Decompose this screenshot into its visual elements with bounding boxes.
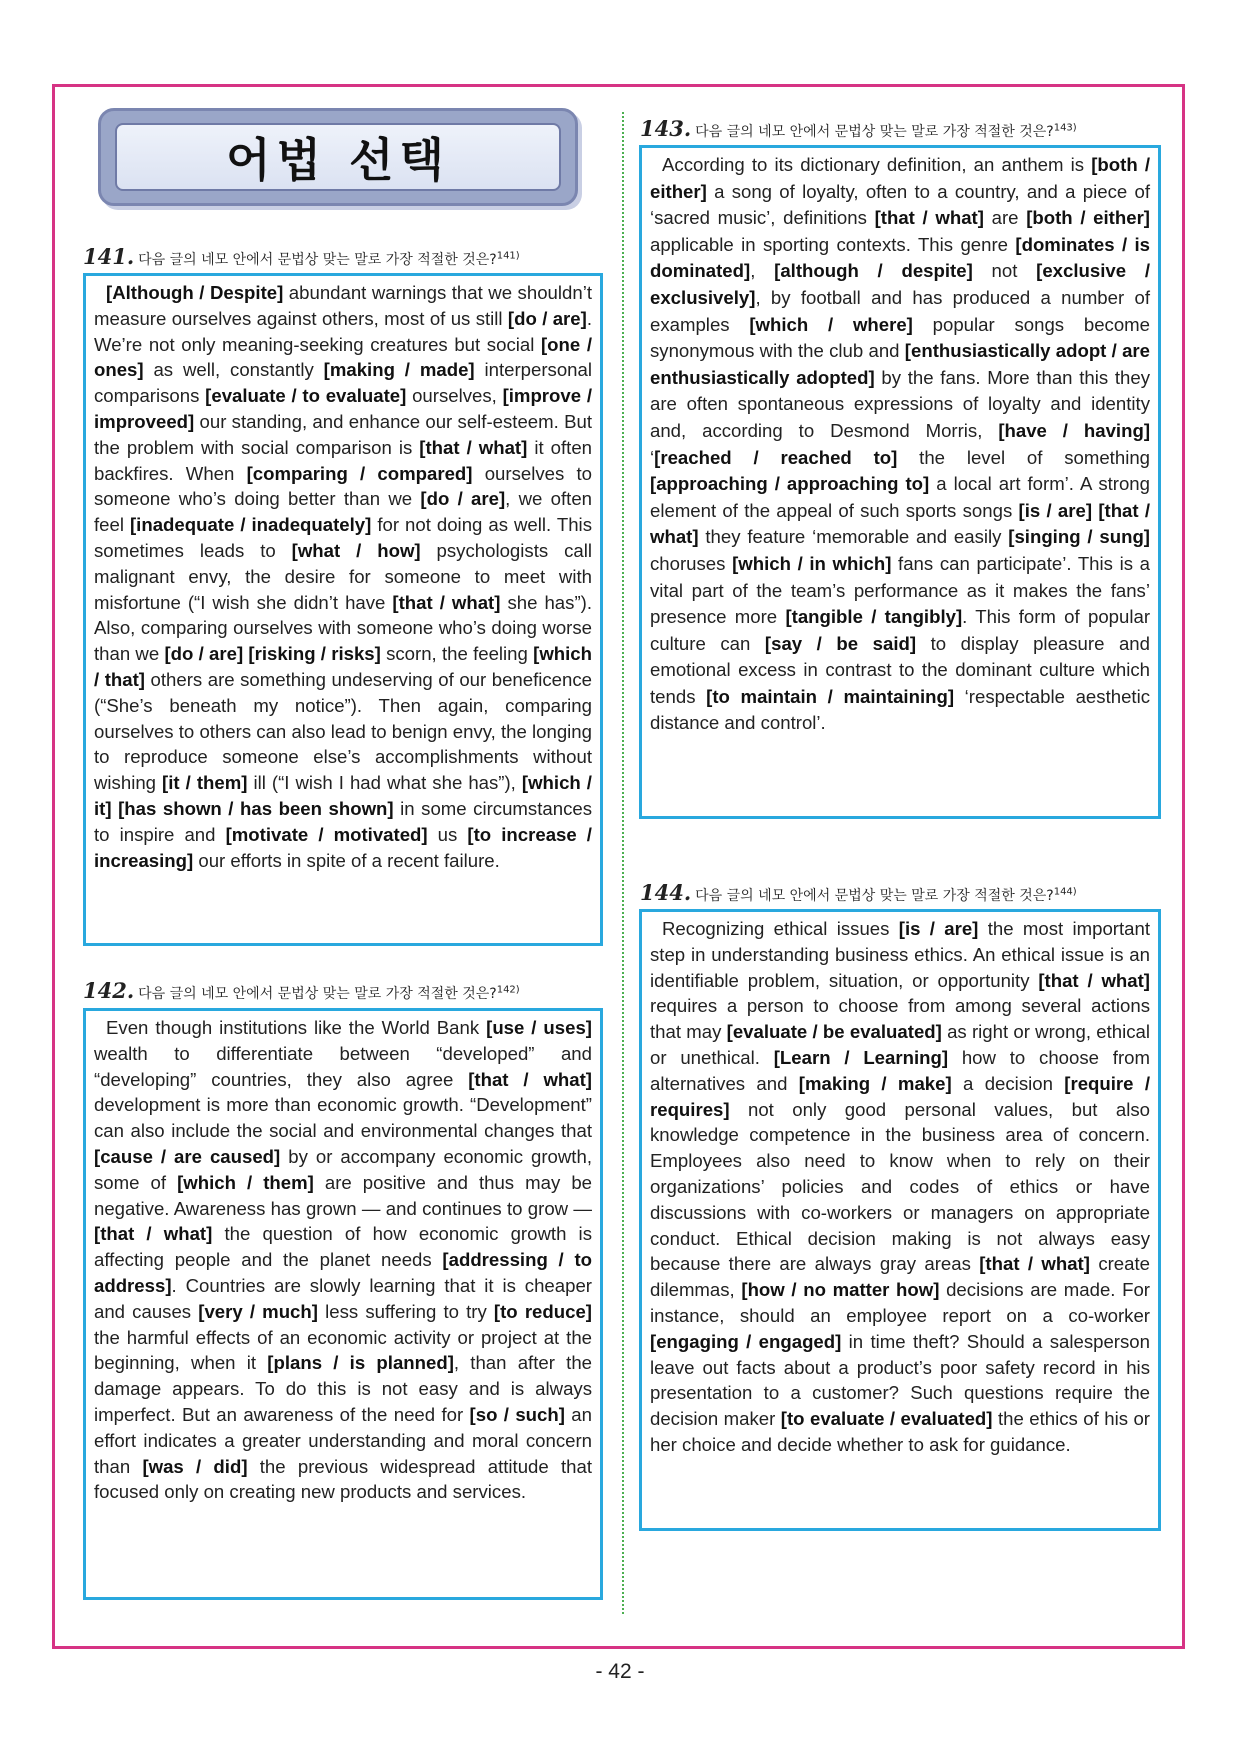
choice-bracket: [although / despite] — [774, 260, 973, 282]
section-title-banner — [98, 108, 578, 206]
footnote-ref: 143) — [1053, 122, 1077, 134]
choice-bracket: [Although / Despite] — [106, 282, 284, 303]
choice-bracket: [inadequate / inadequately] — [129, 514, 372, 536]
choice-bracket: [approaching / approaching to] — [650, 473, 930, 495]
passage-segment: are — [983, 207, 1027, 229]
footnote-ref: 142) — [496, 984, 520, 996]
choice-bracket: [have / having] — [998, 419, 1151, 441]
choice-bracket: [singing / sung] — [1008, 526, 1150, 548]
passage-segment: the most important step in understanding business ethics. An ethical issue is an identifiable problem, situation, or opportunity — [650, 918, 1150, 991]
choice-bracket: [that / what] — [468, 1068, 592, 1090]
choice-bracket: [evaluate / be evaluated] — [726, 1021, 942, 1043]
passage-segment: she has”). Also, comparing ourselves with someone who’s doing worse than we — [94, 591, 592, 665]
choice-bracket: [plans / is planned] — [267, 1352, 454, 1374]
passage-segment: our efforts in spite of a recent failure. — [193, 849, 500, 871]
passage-segment: requires a person to choose from among several actions that may — [650, 995, 1150, 1043]
choice-bracket: [making / made] — [323, 359, 475, 381]
choice-bracket: [which / them] — [177, 1171, 314, 1193]
passage-segment: as right or wrong, ethical or unethical. — [650, 1021, 1150, 1068]
passage-segment: as well, constantly — [143, 359, 324, 381]
question-number: 142. — [83, 978, 135, 1003]
question-header — [640, 116, 1077, 141]
passage-segment: choruses — [650, 552, 733, 574]
choice-bracket: [that / what] — [392, 591, 501, 613]
footnote-ref: 141) — [496, 250, 520, 262]
passage-segment: According to its dictionary definition, an anthem is — [662, 154, 1092, 175]
passage-box — [83, 273, 603, 946]
choice-bracket: [which / in which] — [732, 552, 892, 574]
passage-segment: create dilemmas, — [650, 1253, 1150, 1301]
passage-segment: decisions are made. For instance, should an employee report on a co-worker — [650, 1279, 1150, 1326]
passage-segment: , — [750, 260, 775, 282]
passage-segment: , we often feel — [94, 488, 592, 536]
passage-box — [83, 1008, 603, 1600]
passage-text — [94, 1015, 592, 1505]
question-prompt: 다음 글의 네모 안에서 문법상 맞는 말로 가장 적절한 것은? — [138, 252, 497, 268]
choice-bracket: [engaging / engaged] — [650, 1330, 842, 1352]
passage-segment: scorn, the feeling — [380, 643, 534, 665]
passage-segment: , than after the damage appears. To do this is not easy and is always imperfect. But an awareness of the need for — [94, 1352, 593, 1425]
passage-segment: in time theft? Should a salesperson leave out facts about a product’s poor safety record in his presentation to a customer? Such questions require the decision maker — [650, 1330, 1150, 1430]
passage-segment: a local art form’. A strong element of the appeal of such sports songs — [650, 473, 1150, 521]
passage-segment: us — [427, 823, 468, 845]
passage-segment: for not doing as well. This sometimes leads to — [94, 514, 592, 561]
choice-bracket: [evaluate / to evaluate] — [205, 385, 407, 407]
passage-segment: wealth to differentiate between “developed” and “developing” countries, they also agree — [94, 1042, 592, 1090]
question-prompt: 다음 글의 네모 안에서 문법상 맞는 말로 가장 적절한 것은? — [695, 124, 1054, 140]
passage-box — [639, 145, 1161, 819]
passage-text — [650, 916, 1150, 1458]
page-number: - 42 - — [595, 1660, 645, 1683]
choice-bracket: [that / what] — [419, 436, 528, 458]
passage-segment: others are something undeserving of our beneficence (“She’s beneath my notice”). Then again, comparing ourselves to others can also lead to benign envy, the longing to reproduce someone else’s accomplishments without wishing — [94, 668, 593, 794]
choice-bracket: [making / make] — [798, 1072, 952, 1094]
choice-bracket: [both / either] — [650, 154, 1150, 202]
choice-bracket: [do / are] — [164, 643, 244, 665]
choice-bracket: [addressing / to address] — [94, 1249, 593, 1296]
passage-segment: to display pleasure and emotional excess in contrast to the dominant culture which tends — [650, 632, 1150, 707]
passage-segment: development is more than economic growth. “Development” can also include the social and environmental changes that — [94, 1094, 592, 1142]
question-header — [83, 244, 520, 269]
choice-bracket: [to evaluate / evaluated] — [780, 1408, 993, 1430]
footnote-ref: 144) — [1053, 886, 1077, 898]
passage-segment: the question of how economic growth is affecting people and the planet needs — [94, 1223, 592, 1271]
passage-segment: a song of loyalty, often to a country, and a piece of ‘sacred music’, definitions — [650, 180, 1150, 229]
choice-bracket: [that / what] — [94, 1223, 213, 1245]
passage-box — [639, 909, 1161, 1531]
choice-bracket: [do / are] — [420, 488, 506, 510]
question-prompt: 다음 글의 네모 안에서 문법상 맞는 말로 가장 적절한 것은? — [138, 986, 497, 1002]
passage-segment: abundant warnings that we shouldn’t measure ourselves against others, most of us still — [94, 282, 592, 329]
choice-bracket: [tangible / tangibly] — [785, 606, 963, 628]
choice-bracket: [which / where] — [749, 313, 913, 335]
choice-bracket: [what / how] — [291, 539, 421, 561]
question-number: 144. — [640, 880, 692, 905]
question-number: 143. — [640, 116, 692, 141]
passage-text — [650, 152, 1150, 737]
passage-segment: they feature ‘memorable and easily — [698, 526, 1009, 548]
choice-bracket: [which / it] — [94, 772, 592, 819]
passage-segment: ill (“I wish I had what she has”), — [247, 772, 522, 794]
passage-text — [94, 280, 592, 873]
passage-segment: not — [972, 260, 1037, 282]
passage-segment: how to choose from alternatives and — [650, 1046, 1150, 1094]
choice-bracket: [very / much] — [198, 1300, 318, 1322]
passage-segment: are positive and thus may be negative. Awareness has grown — and continues to grow — — [94, 1171, 592, 1219]
question-header — [83, 978, 520, 1003]
choice-bracket: [reached / reached to] — [654, 446, 898, 468]
passage-segment: popular songs become synonymous with the club and — [650, 313, 1151, 362]
passage-segment: Recognizing ethical issues — [662, 918, 899, 939]
choice-bracket: [enthusiastically adopt / are enthusiastically adopted] — [650, 340, 1151, 388]
choice-bracket: [comparing / compared] — [246, 462, 473, 484]
choice-bracket: [cause / are caused] — [94, 1145, 281, 1167]
choice-bracket: [is / are] — [898, 918, 979, 939]
passage-segment: , by football and has produced a number of examples — [650, 286, 1150, 335]
passage-segment: the harmful effects of an economic activity or project at the beginning, when it — [94, 1326, 592, 1374]
choice-bracket: [has shown / has been shown] — [118, 797, 394, 819]
passage-segment: in some circumstances to inspire and — [94, 797, 592, 845]
passage-segment: ourselves to someone who’s doing better than we — [94, 462, 592, 510]
choice-bracket: [that / what] — [979, 1253, 1090, 1275]
choice-bracket: [that / what] — [1038, 969, 1150, 991]
passage-segment: by the fans. More than this they are often spontaneous expressions of loyalty and identity and, according to Desmond Morris, — [650, 366, 1150, 441]
passage-segment: . We’re not only meaning-seeking creatures but social — [94, 307, 593, 355]
passage-segment: applicable in sporting contexts. This genre — [650, 233, 1016, 255]
choice-bracket: [risking / risks] — [248, 643, 381, 665]
passage-segment: fans can participate’. This is a vital part of the team’s performance as it makes the fans’ presence more — [650, 552, 1150, 628]
passage-segment: ourselves, — [406, 385, 503, 407]
choice-bracket: [both / either] — [1026, 207, 1151, 229]
choice-bracket: [to increase / increasing] — [94, 823, 592, 871]
choice-bracket: [use / uses] — [486, 1017, 592, 1038]
passage-segment: it often backfires. When — [94, 436, 592, 484]
question-prompt: 다음 글의 네모 안에서 문법상 맞는 말로 가장 적절한 것은? — [695, 888, 1054, 904]
choice-bracket: [exclusive / exclusively] — [650, 260, 1150, 308]
choice-bracket: [is / are] — [1018, 499, 1093, 521]
passage-segment: the level of something — [897, 446, 1151, 468]
passage-segment: not only good personal values, but also knowledge competence in the business area of concern. Employees also need to know when to rely on their organizations’ policies and codes of ethics or have discussions with co-workers or managers on appropriate conduct. Ethical decision making is not always easy because there are always gray areas — [650, 1098, 1150, 1275]
choice-bracket: [Learn / Learning] — [773, 1046, 949, 1068]
passage-segment: psychologists call malignant envy, the desire for someone to meet with misfortune (“I wish she didn’t have — [94, 539, 592, 613]
column-divider — [622, 112, 624, 1614]
passage-segment: less suffering to try — [317, 1300, 494, 1322]
choice-bracket: [how / no matter how] — [741, 1279, 940, 1301]
choice-bracket: [to maintain / maintaining] — [706, 685, 955, 707]
passage-segment: a decision — [951, 1072, 1065, 1094]
passage-segment: the previous widespread attitude that focused only on creating new products and services. — [94, 1455, 592, 1503]
choice-bracket: [one / ones] — [94, 333, 592, 381]
choice-bracket: [motivate / motivated] — [225, 823, 428, 845]
choice-bracket: [improve / improveed] — [94, 385, 592, 432]
passage-segment: ‘ — [650, 446, 655, 468]
section-title-plate — [115, 123, 561, 191]
passage-segment: interpersonal comparisons — [94, 359, 592, 407]
passage-segment: by or accompany economic growth, some of — [94, 1145, 592, 1193]
choice-bracket: [that / what] — [650, 499, 1151, 548]
choice-bracket: [it / them] — [162, 772, 248, 794]
passage-segment: ‘respectable aesthetic distance and control’. — [650, 685, 1151, 734]
section-title: 어법 선택 — [226, 133, 450, 187]
choice-bracket: [that / what] — [874, 207, 984, 229]
passage-segment: . This form of popular culture can — [650, 606, 1151, 654]
question-header — [640, 880, 1077, 905]
choice-bracket: [dominates / is dominated] — [650, 233, 1150, 282]
choice-bracket: [was / did] — [142, 1455, 248, 1477]
choice-bracket: [so / such] — [469, 1403, 565, 1425]
passage-segment: . Countries are slowly learning that it is cheaper and causes — [94, 1274, 592, 1322]
choice-bracket: [which / that] — [94, 643, 593, 690]
passage-segment: Even though institutions like the World Bank — [106, 1017, 487, 1038]
choice-bracket: [to reduce] — [493, 1300, 592, 1322]
passage-segment: the ethics of his or her choice and decide whether to ask for guidance. — [650, 1408, 1151, 1455]
question-number: 141. — [83, 244, 135, 269]
passage-segment: our standing, and enhance our self-esteem. But the problem with social comparison is — [94, 410, 592, 458]
choice-bracket: [do / are] — [507, 307, 587, 329]
choice-bracket: [require / requires] — [650, 1072, 1150, 1120]
passage-segment: an effort indicates a greater understanding and moral concern than — [94, 1403, 592, 1477]
choice-bracket: [say / be said] — [764, 632, 917, 654]
